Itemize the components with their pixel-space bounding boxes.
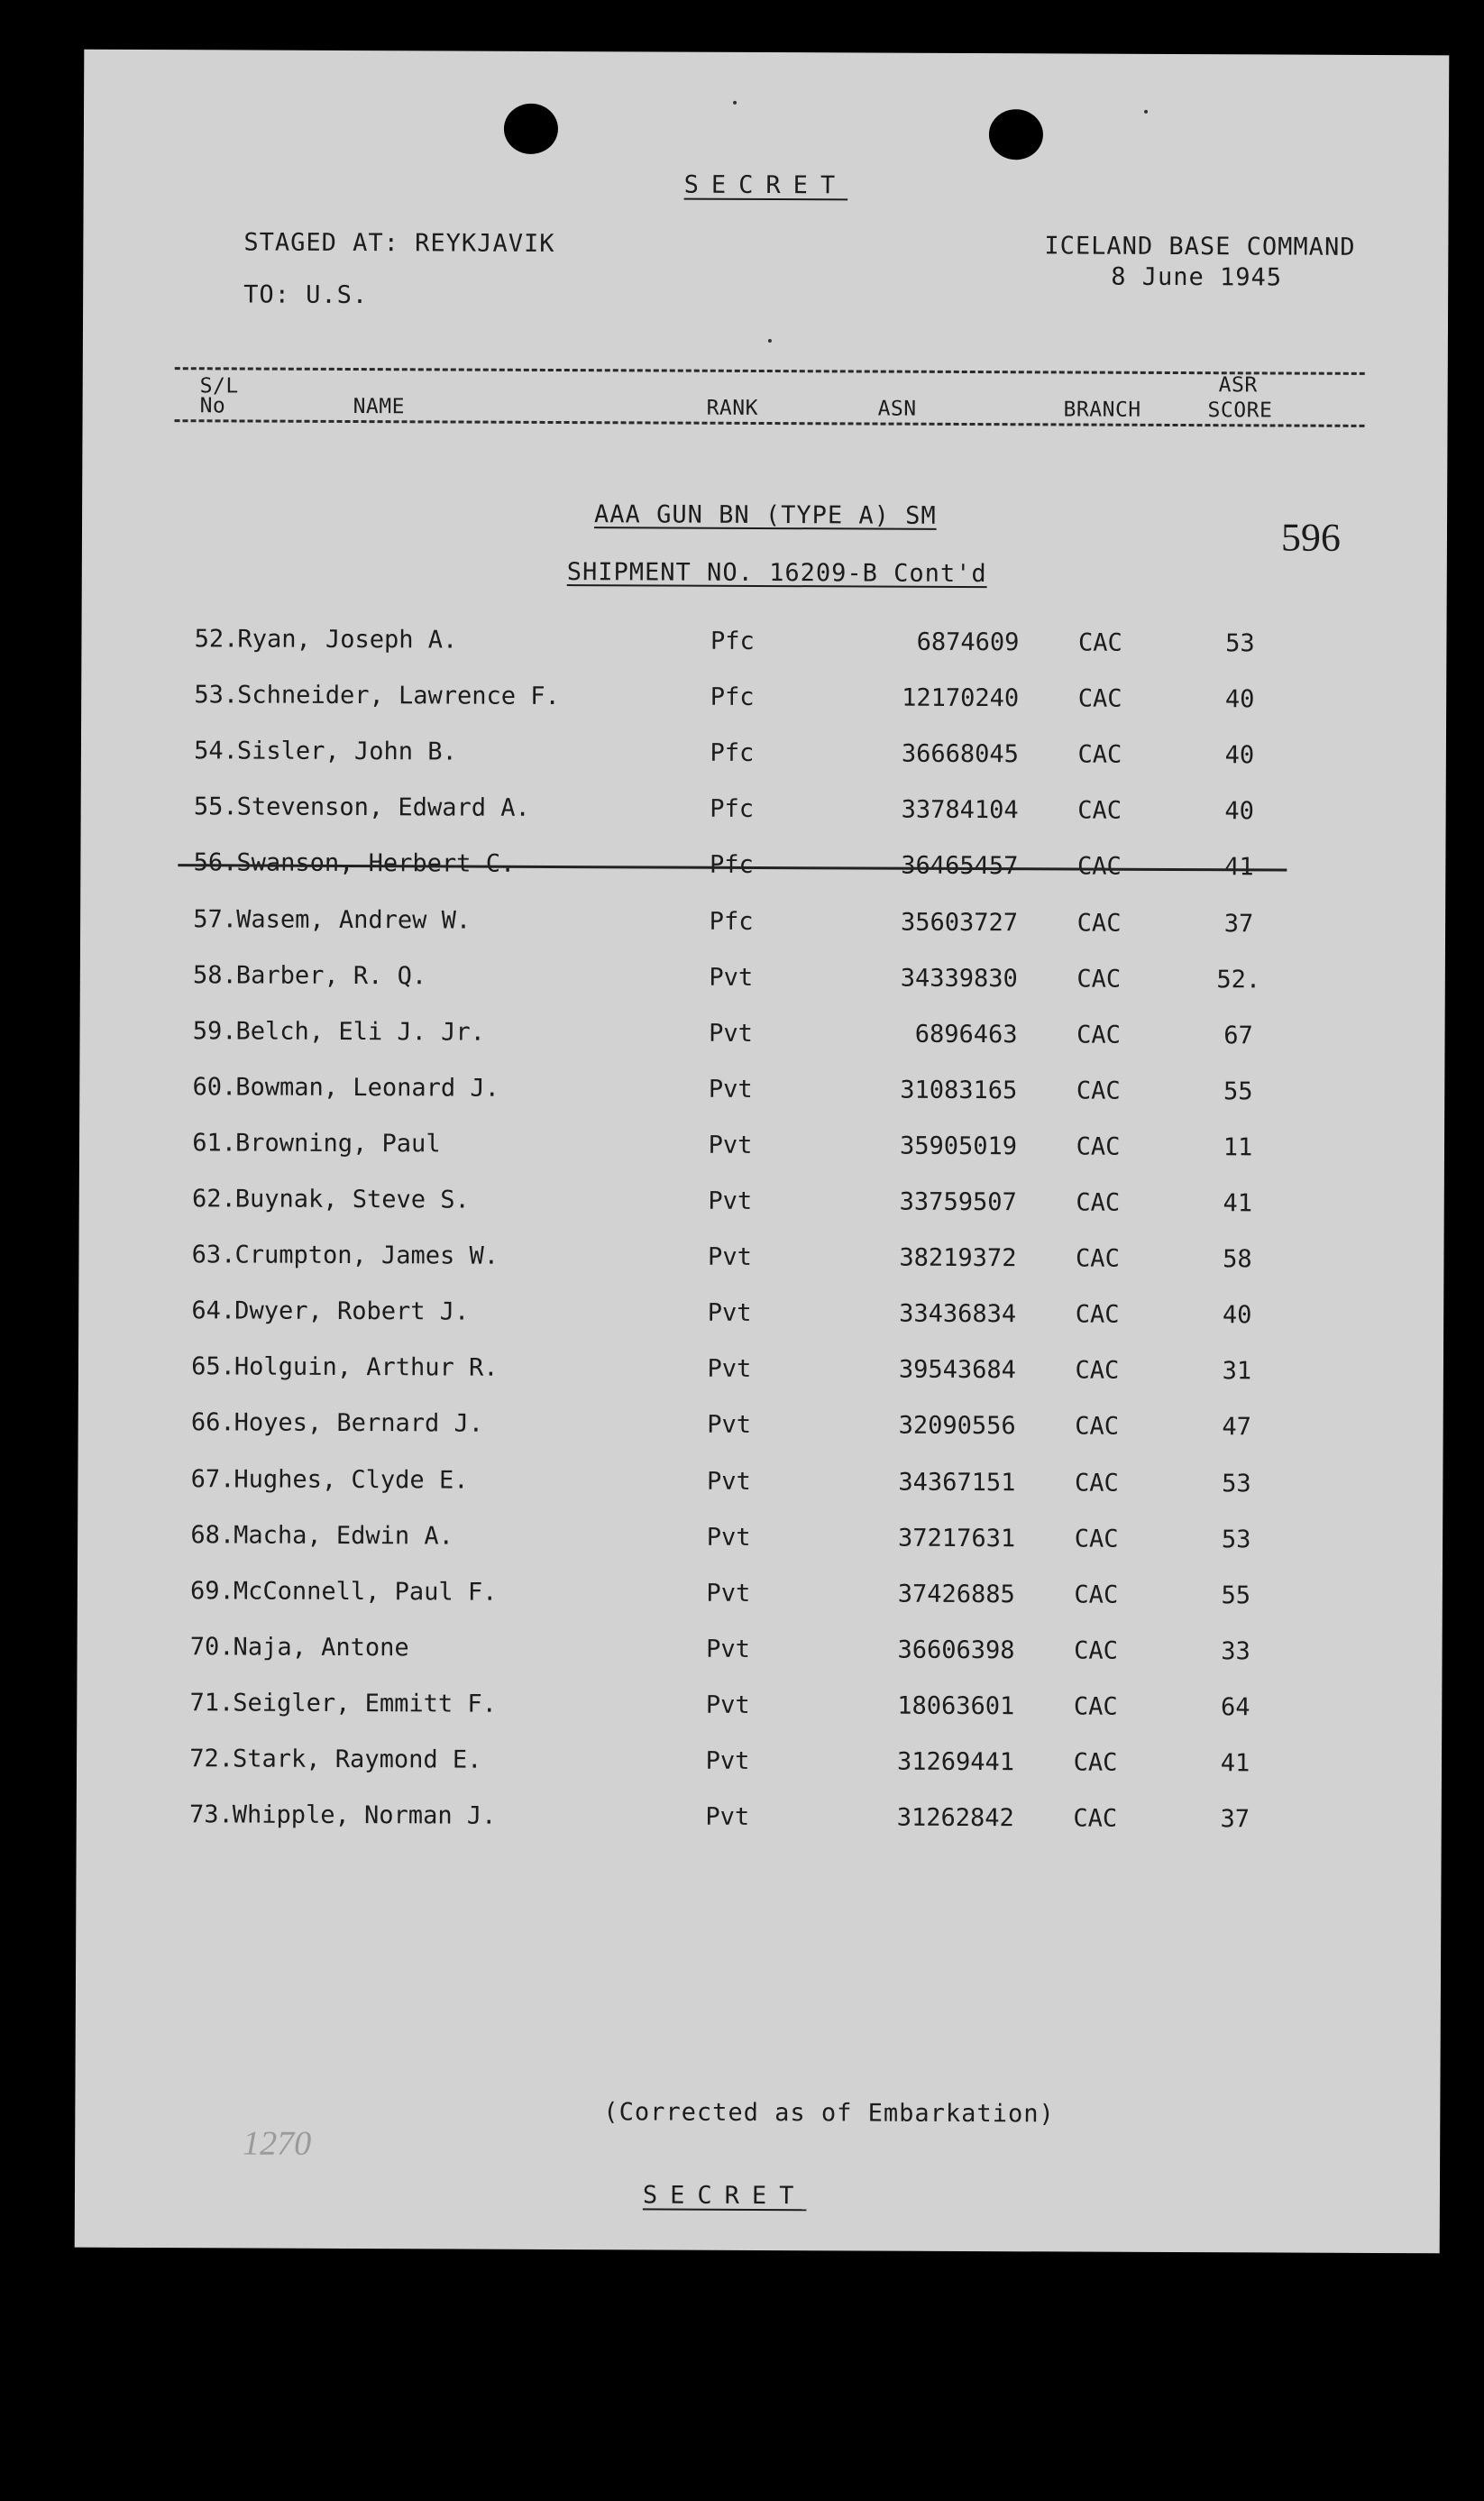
destination-label: TO: U.S. bbox=[243, 280, 369, 310]
row-rank: Pvt bbox=[705, 1690, 750, 1719]
col-asr-top: ASR bbox=[1218, 373, 1258, 398]
table-row bbox=[80, 792, 1445, 855]
row-score: 41 bbox=[1220, 1749, 1250, 1778]
row-number: 61. bbox=[192, 1129, 237, 1158]
row-rank: Pvt bbox=[707, 1411, 752, 1440]
table-row bbox=[78, 1352, 1443, 1415]
row-number: 54. bbox=[194, 737, 238, 765]
row-branch: CAC bbox=[1075, 1412, 1120, 1442]
row-rank: Pfc bbox=[710, 627, 755, 655]
row-score: 40 bbox=[1224, 797, 1254, 826]
row-name: Holguin, Arthur R. bbox=[234, 1352, 499, 1383]
row-number: 52. bbox=[194, 625, 239, 654]
row-rank: Pvt bbox=[707, 1298, 752, 1328]
row-asn: 34367151 bbox=[898, 1468, 1016, 1497]
row-number: 69. bbox=[190, 1576, 234, 1606]
col-asr-bottom: SCORE bbox=[1207, 399, 1273, 423]
row-branch: CAC bbox=[1076, 1244, 1120, 1273]
row-rank: Pvt bbox=[707, 1355, 752, 1384]
row-name: Seigler, Emmitt F. bbox=[233, 1689, 497, 1718]
row-number: 64. bbox=[191, 1296, 236, 1325]
punch-hole-right bbox=[989, 109, 1043, 160]
row-name: Macha, Edwin A. bbox=[234, 1521, 454, 1551]
row-rank: Pvt bbox=[708, 1186, 753, 1215]
row-name: Sisler, John B. bbox=[236, 737, 457, 766]
row-rank: Pvt bbox=[706, 1523, 751, 1552]
row-number: 70. bbox=[189, 1633, 234, 1662]
row-asn: 31269441 bbox=[896, 1747, 1015, 1777]
table-row bbox=[78, 1464, 1443, 1526]
col-asn: ASN bbox=[877, 397, 917, 421]
table-row bbox=[77, 1689, 1442, 1751]
row-asn: 37217631 bbox=[898, 1524, 1016, 1553]
row-name: Crumpton, James W. bbox=[234, 1241, 499, 1270]
shipment-number: SHIPMENT NO. 16209-B Cont'd bbox=[566, 558, 987, 589]
row-rank: Pfc bbox=[710, 683, 755, 712]
row-name: Whipple, Norman J. bbox=[232, 1800, 497, 1830]
table-row bbox=[78, 1576, 1443, 1638]
row-branch: CAC bbox=[1074, 1525, 1119, 1553]
row-number: 62. bbox=[191, 1185, 236, 1214]
correction-note: (Corrected as of Embarkation) bbox=[603, 2098, 1055, 2129]
row-name: Browning, Paul bbox=[234, 1129, 441, 1159]
row-score: 55 bbox=[1221, 1580, 1251, 1610]
table-row bbox=[77, 1800, 1442, 1863]
row-asn: 31083165 bbox=[900, 1076, 1018, 1105]
row-rank: Pvt bbox=[706, 1635, 751, 1663]
row-name: Stark, Raymond E. bbox=[232, 1745, 482, 1774]
row-asn: 33436834 bbox=[899, 1299, 1017, 1329]
row-branch: CAC bbox=[1076, 1188, 1121, 1217]
row-branch: CAC bbox=[1076, 965, 1122, 994]
row-asn: 18063601 bbox=[897, 1691, 1015, 1721]
table-row bbox=[81, 625, 1446, 687]
row-rank: Pfc bbox=[710, 738, 755, 768]
row-rank: Pvt bbox=[708, 1242, 752, 1272]
row-name: Buynak, Steve S. bbox=[234, 1185, 470, 1214]
speck bbox=[733, 101, 737, 105]
table-row bbox=[79, 1129, 1444, 1191]
row-score: 41 bbox=[1223, 1189, 1253, 1218]
row-asn: 34339830 bbox=[900, 964, 1018, 993]
row-asn: 6874609 bbox=[916, 628, 1020, 657]
row-number: 55. bbox=[193, 792, 238, 821]
row-score: 47 bbox=[1222, 1413, 1251, 1442]
row-number: 53. bbox=[194, 681, 239, 710]
row-asn: 32090556 bbox=[898, 1412, 1016, 1441]
col-rank: RANK bbox=[706, 396, 759, 420]
row-name: McConnell, Paul F. bbox=[233, 1577, 498, 1607]
row-branch: CAC bbox=[1075, 1300, 1120, 1329]
row-branch: CAC bbox=[1077, 684, 1122, 713]
row-number: 71. bbox=[189, 1689, 234, 1718]
row-score: 67 bbox=[1223, 1021, 1253, 1050]
row-asn: 36606398 bbox=[897, 1635, 1015, 1665]
table-row bbox=[81, 681, 1446, 743]
row-branch: CAC bbox=[1074, 1580, 1119, 1609]
speck bbox=[768, 339, 772, 343]
row-name: Swanson, Herbert C. bbox=[236, 848, 516, 879]
row-name: Dwyer, Robert J. bbox=[234, 1296, 470, 1326]
document-page bbox=[75, 50, 1450, 2254]
row-rank: Pvt bbox=[706, 1467, 751, 1496]
col-sl-bottom: No bbox=[199, 394, 226, 418]
row-name: Stevenson, Edward A. bbox=[236, 792, 530, 823]
col-sl-top: S/L bbox=[199, 374, 239, 399]
row-number: 60. bbox=[192, 1073, 237, 1102]
row-branch: CAC bbox=[1078, 628, 1122, 657]
row-score: 31 bbox=[1222, 1357, 1252, 1386]
row-asn: 31262842 bbox=[896, 1803, 1014, 1833]
row-rank: Pvt bbox=[708, 1131, 753, 1159]
row-name: Hughes, Clyde E. bbox=[234, 1464, 469, 1495]
row-score: 41 bbox=[1224, 853, 1254, 882]
table-row bbox=[79, 1072, 1444, 1134]
row-score: 37 bbox=[1223, 909, 1254, 938]
table-row bbox=[80, 960, 1445, 1022]
row-number: 67. bbox=[190, 1464, 235, 1493]
unit-title: AAA GUN BN (TYPE A) SM bbox=[594, 500, 937, 530]
row-number: 59. bbox=[192, 1016, 237, 1046]
row-number: 56. bbox=[193, 848, 238, 877]
row-asn: 12170240 bbox=[902, 683, 1020, 713]
row-asn: 33759507 bbox=[899, 1187, 1017, 1217]
row-name: Belch, Eli J. Jr. bbox=[235, 1017, 485, 1047]
row-score: 40 bbox=[1222, 1301, 1252, 1330]
row-number: 68. bbox=[190, 1520, 235, 1550]
row-score: 37 bbox=[1220, 1805, 1250, 1834]
speck bbox=[1144, 110, 1148, 114]
row-score: 53 bbox=[1222, 1469, 1251, 1498]
table-row bbox=[78, 1520, 1443, 1582]
row-branch: CAC bbox=[1076, 852, 1122, 882]
row-score: 40 bbox=[1224, 741, 1255, 770]
staged-at-label: STAGED AT: REYKJAVIK bbox=[243, 228, 555, 258]
row-name: Schneider, Lawrence F. bbox=[237, 681, 560, 711]
row-branch: CAC bbox=[1074, 1636, 1119, 1665]
row-asn: 6896463 bbox=[914, 1020, 1018, 1049]
row-name: Hoyes, Bernard J. bbox=[234, 1408, 484, 1439]
stamp-number: 1270 bbox=[243, 2124, 312, 2163]
row-name: Ryan, Joseph A. bbox=[237, 625, 458, 655]
row-name: Barber, R. Q. bbox=[235, 961, 427, 990]
row-asn: 36465457 bbox=[901, 852, 1019, 881]
row-branch: CAC bbox=[1073, 1748, 1118, 1777]
row-score: 11 bbox=[1223, 1133, 1253, 1162]
table-row bbox=[78, 1296, 1443, 1359]
row-number: 72. bbox=[189, 1745, 234, 1773]
row-branch: CAC bbox=[1076, 909, 1122, 938]
row-number: 66. bbox=[190, 1408, 235, 1437]
row-branch: CAC bbox=[1073, 1692, 1118, 1721]
row-asn: 37426885 bbox=[897, 1580, 1015, 1608]
row-branch: CAC bbox=[1077, 740, 1122, 769]
table-row bbox=[80, 904, 1445, 967]
row-branch: CAC bbox=[1077, 796, 1122, 826]
command-label: ICELAND BASE COMMAND bbox=[1044, 232, 1356, 261]
row-score: 58 bbox=[1223, 1245, 1252, 1274]
punch-hole-left bbox=[504, 104, 558, 154]
row-branch: CAC bbox=[1075, 1356, 1120, 1386]
col-branch: BRANCH bbox=[1063, 398, 1141, 422]
row-rank: Pvt bbox=[706, 1579, 751, 1608]
row-number: 58. bbox=[192, 960, 237, 990]
row-rank: Pvt bbox=[709, 963, 754, 992]
row-score: 64 bbox=[1220, 1693, 1250, 1722]
secret-heading-bottom: SECRET bbox=[642, 2181, 807, 2211]
row-asn: 38219372 bbox=[899, 1243, 1017, 1273]
table-row bbox=[78, 1408, 1443, 1470]
row-score: 53 bbox=[1225, 629, 1255, 658]
row-score: 53 bbox=[1221, 1525, 1251, 1553]
row-score: 33 bbox=[1221, 1637, 1250, 1666]
row-asn: 39543684 bbox=[898, 1355, 1017, 1385]
table-row bbox=[77, 1745, 1442, 1807]
row-asn: 36668045 bbox=[901, 739, 1019, 769]
row-branch: CAC bbox=[1076, 1021, 1122, 1049]
table-row bbox=[79, 1016, 1444, 1078]
table-row bbox=[78, 1241, 1443, 1303]
row-score: 40 bbox=[1224, 685, 1255, 714]
table-row bbox=[77, 1632, 1442, 1694]
row-rank: Pvt bbox=[705, 1746, 750, 1775]
row-score: 52. bbox=[1216, 965, 1261, 994]
row-branch: CAC bbox=[1076, 1132, 1121, 1161]
row-name: Bowman, Leonard J. bbox=[235, 1073, 499, 1103]
row-rank: Pfc bbox=[709, 907, 754, 936]
header-rule-bottom bbox=[175, 419, 1365, 427]
row-name: Wasem, Andrew W. bbox=[236, 904, 472, 935]
row-asn: 33784104 bbox=[901, 795, 1019, 825]
row-rank: Pvt bbox=[709, 1019, 754, 1048]
row-rank: Pvt bbox=[708, 1075, 753, 1104]
row-name: Naja, Antone bbox=[233, 1633, 409, 1663]
table-row-struck bbox=[80, 848, 1445, 911]
row-rank: Pfc bbox=[709, 851, 754, 880]
row-branch: CAC bbox=[1076, 1076, 1121, 1105]
row-number: 63. bbox=[191, 1241, 236, 1269]
table-row bbox=[79, 1185, 1444, 1247]
page-number: 596 bbox=[1280, 515, 1342, 560]
row-number: 65. bbox=[191, 1352, 236, 1381]
row-rank: Pfc bbox=[710, 795, 755, 824]
row-score: 55 bbox=[1223, 1077, 1253, 1106]
table-row bbox=[81, 737, 1446, 799]
header-rule-top bbox=[175, 367, 1365, 375]
row-branch: CAC bbox=[1074, 1469, 1119, 1498]
row-rank: Pvt bbox=[705, 1802, 750, 1832]
row-asn: 35603727 bbox=[900, 908, 1019, 937]
document-date: 8 June 1945 bbox=[1111, 262, 1283, 292]
secret-heading-top: SECRET bbox=[683, 170, 848, 200]
row-asn: 35905019 bbox=[899, 1131, 1018, 1161]
col-name: NAME bbox=[353, 395, 406, 419]
row-number: 57. bbox=[193, 904, 238, 933]
row-branch: CAC bbox=[1073, 1804, 1118, 1833]
row-number: 73. bbox=[188, 1800, 234, 1829]
